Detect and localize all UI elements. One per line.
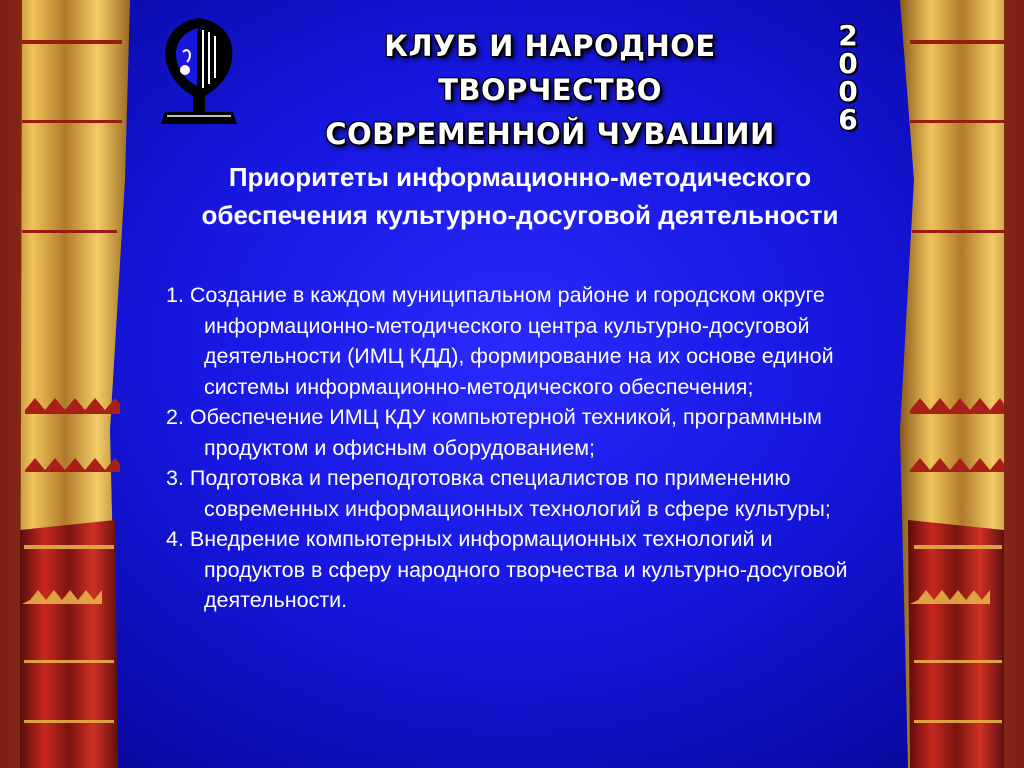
list-item: 1. Создание в каждом муниципальном районе и городском округе информационно-методического центра культурно-досуговой деятельности (ИМЦ КДД), формирование на их основе единой системы информационно-методического обеспечения; — [166, 283, 834, 399]
header-title-line2: СОВРЕМЕННОЙ ЧУВАШИИ — [325, 117, 775, 151]
priorities-list — [166, 280, 876, 616]
year-digit: 0 — [838, 75, 858, 108]
slide-title-line2: обеспечения культурно-досуговой деятельности — [201, 200, 839, 230]
year-digit: 6 — [838, 103, 858, 136]
right-curtain-decoration — [900, 0, 1024, 768]
list-item: 2. Обеспечение ИМЦ КДУ компьютерной техникой, программным продуктом и офисным оборудованием; — [166, 405, 822, 460]
list-item: 3. Подготовка и переподготовка специалистов по применению современных информационных технологий в сфере культуры; — [166, 466, 831, 521]
header-title-line1: КЛУБ И НАРОДНОЕ ТВОРЧЕСТВО — [384, 29, 716, 107]
lyre-emblem-icon — [153, 12, 245, 130]
year-digit: 2 — [838, 19, 858, 52]
list-item: 4. Внедрение компьютерных информационных технологий и продуктов в сферу народного творчества и культурно-досуговой деятельности. — [166, 527, 848, 612]
left-curtain-decoration — [0, 0, 130, 768]
slide-title-line1: Приоритеты информационно-методического — [228, 162, 812, 192]
year-badge — [824, 19, 872, 136]
year-digit: 0 — [838, 47, 858, 80]
header-title — [300, 24, 800, 156]
slide-title — [110, 158, 930, 234]
